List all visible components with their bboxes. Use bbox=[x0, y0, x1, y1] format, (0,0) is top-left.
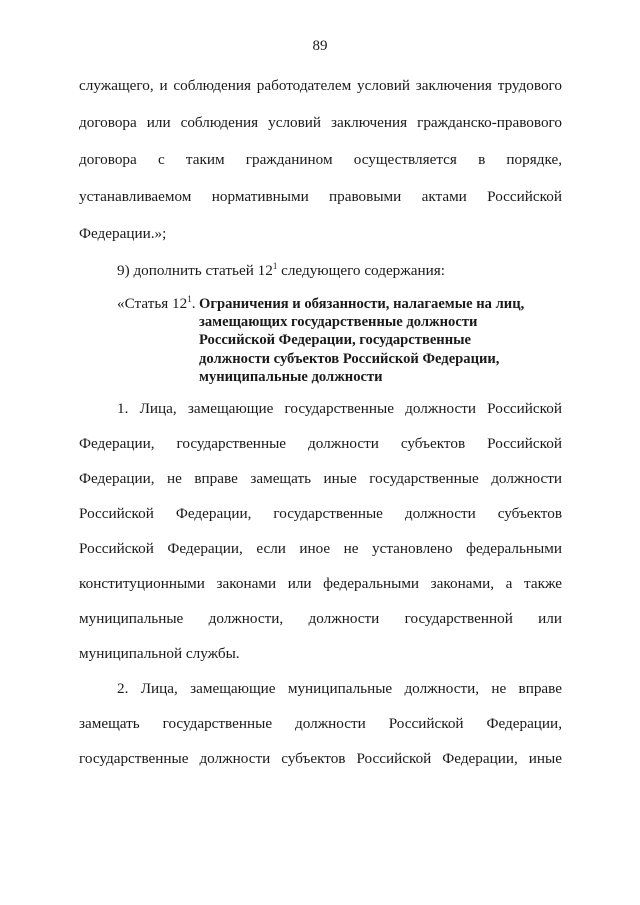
text-line: устанавливаемом нормативными правовыми актами Российской bbox=[79, 188, 562, 205]
paragraph-1-line: муниципальной службы. bbox=[79, 645, 240, 662]
article-title-line: замещающих государственные должности bbox=[199, 314, 478, 331]
paragraph-1-line: Федерации, не вправе замещать иные государственные должности bbox=[79, 470, 562, 487]
article-dot: . bbox=[191, 295, 196, 312]
paragraph-1-line: муниципальные должности, должности государственной или bbox=[79, 610, 562, 627]
paragraph-1-line: Российской Федерации, государственные должности субъектов bbox=[79, 505, 562, 522]
article-label bbox=[117, 295, 196, 313]
item-9-text: 9) дополнить статьей 12 bbox=[117, 262, 273, 279]
text-line: договора или соблюдения условий заключения гражданско-правового bbox=[79, 114, 562, 131]
text-line: договора с таким гражданином осуществляется в порядке, bbox=[79, 151, 562, 168]
article-label-text: «Статья 12 bbox=[117, 295, 188, 312]
article-title-line: Ограничения и обязанности, налагаемые на лиц, bbox=[199, 296, 525, 312]
text-line: служащего, и соблюдения работодателем условий заключения трудового bbox=[79, 77, 562, 94]
article-title bbox=[199, 295, 524, 386]
article-title-line: Российской Федерации, государственные bbox=[199, 332, 471, 349]
paragraph-1-line: 1. Лица, замещающие государственные должности Российской bbox=[117, 400, 562, 417]
item-9-text-end: следующего содержания: bbox=[277, 262, 445, 279]
article-title-line: должности субъектов Российской Федерации, bbox=[199, 350, 500, 367]
page-number: 89 bbox=[312, 38, 328, 54]
paragraph-1-line: конституционными законами или федеральными законами, а также bbox=[79, 575, 562, 592]
article-superscript: 1 bbox=[187, 293, 192, 304]
text-line: Федерации.»; bbox=[79, 225, 167, 242]
paragraph-2-line: 2. Лица, замещающие муниципальные должности, не вправе bbox=[117, 680, 562, 697]
paragraph-2-line: замещать государственные должности Российской Федерации, bbox=[79, 715, 562, 732]
paragraph-1-line: Российской Федерации, если иное не установлено федеральными bbox=[79, 540, 562, 557]
article-title-line: муниципальные должности bbox=[199, 368, 383, 385]
item-9-line bbox=[117, 262, 445, 280]
item-9-superscript: 1 bbox=[272, 260, 278, 271]
paragraph-2-line: государственные должности субъектов Российской Федерации, иные bbox=[79, 750, 562, 767]
paragraph-1-line: Федерации, государственные должности субъектов Российской bbox=[79, 435, 562, 452]
